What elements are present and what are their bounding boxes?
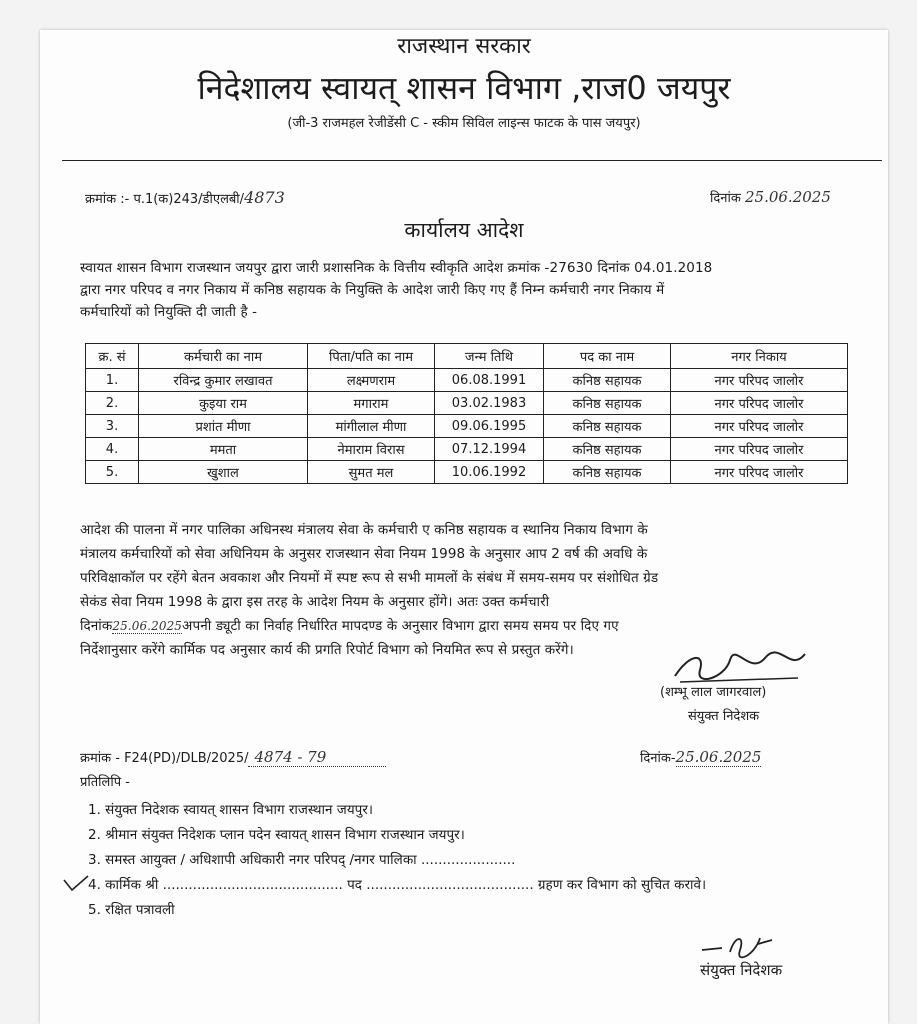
copy-date-label: दिनांक- — [640, 751, 676, 766]
cell-father-name: लक्ष्मणराम — [308, 369, 435, 392]
initials-mark — [700, 930, 780, 964]
cell-serial: 2. — [86, 392, 139, 415]
signatory-designation: संयुक्त निदेशक — [688, 709, 760, 724]
signatory-name: (शम्भू लाल जागरवाल) — [660, 685, 767, 700]
table-row — [86, 392, 848, 415]
cell-father-name: मांगीलाल मीणा — [308, 415, 435, 438]
copy-reference-number: 4874 - 79 — [248, 748, 386, 767]
intro-line-3: कर्मचारियों को नियुक्ति दी जाती है - — [80, 304, 258, 320]
cell-post: कनिष्ठ सहायक — [544, 392, 671, 415]
header-divider — [62, 160, 882, 161]
cell-dob: 03.02.1983 — [435, 392, 544, 415]
copy-item-5: 5. रक्षित पत्रावली — [88, 902, 175, 918]
copy-date — [640, 748, 761, 767]
body-line-3: परिविक्षाकॉल पर रहेंगे बेतन अवकाश और नियमों में स्पष्ट रूप से सभी मामलों के संबंध में समय-समय पर संशोधित ग्रेड — [80, 570, 659, 586]
col-employee-name: कर्मचारी का नाम — [139, 344, 308, 369]
copy-item-3: 3. समस्त आयुक्त / अधिशापी अधिकारी नगर परिपद् /नगर पालिका ...................... — [88, 852, 516, 868]
body-line-1: आदेश की पालना में नगर पालिका अधिनस्थ मंत्रालय सेवा के कर्मचारी ए कनिष्ठ सहायक व स्थानिय निकाय विभाग के — [80, 522, 648, 538]
document-page — [40, 30, 888, 1024]
table-row — [86, 461, 848, 484]
copy-item-1: 1. संयुक्त निदेशक स्वायत् शासन विभाग राजस्थान जयपुर। — [88, 802, 373, 818]
employee-table — [85, 343, 848, 484]
col-dob: जन्म तिथि — [435, 344, 544, 369]
cell-dob: 06.08.1991 — [435, 369, 544, 392]
header-directorate: निदेशालय स्वायत् शासन विभाग ,राज0 जयपुर — [197, 69, 731, 107]
intro-line-1: स्वायत शासन विभाग राजस्थान जयपुर द्वारा जारी प्रशासनिक के वित्तीय स्वीकृति आदेश क्रमांक -27630 दिनांक 04.01.2018 — [80, 260, 713, 276]
cell-post: कनिष्ठ सहायक — [544, 415, 671, 438]
cell-serial: 1. — [86, 369, 139, 392]
cell-father-name: सुमत मल — [308, 461, 435, 484]
order-title: कार्यालय आदेश — [404, 218, 524, 242]
date-label: दिनांक — [710, 191, 741, 206]
body-line-4: सेकंड सेवा नियम 1998 के द्वारा इस तरह के आदेश नियम के अनुसार होंगे। अतः उक्त कर्मचारी — [80, 594, 550, 610]
reference-label: क्रमांक :- प.1(क)243/डीएलबी/ — [85, 192, 245, 207]
cell-urban-body: नगर परिपद जालोर — [671, 438, 848, 461]
table-row — [86, 415, 848, 438]
cell-urban-body: नगर परिपद जालोर — [671, 392, 848, 415]
cell-serial: 4. — [86, 438, 139, 461]
cell-post: कनिष्ठ सहायक — [544, 461, 671, 484]
cell-urban-body: नगर परिपद जालोर — [671, 461, 848, 484]
cell-father-name: मगाराम — [308, 392, 435, 415]
col-father-name: पिता/पति का नाम — [308, 344, 435, 369]
table-row — [86, 369, 848, 392]
copy-designation: संयुक्त निदेशक — [700, 961, 783, 979]
cell-serial: 3. — [86, 415, 139, 438]
cell-employee-name: प्रशांत मीणा — [139, 415, 308, 438]
intro-line-2: द्वारा नगर परिपद व नगर निकाय में कनिष्ठ सहायक के नियुक्ति के आदेश जारी किए गए हैं निम्न कर्मचारी नगर निकाय में — [80, 282, 665, 298]
copy-heading: प्रतिलिपि - — [80, 775, 130, 790]
body-line-2: मंत्रालय कर्मचारियों को सेवा अधिनियम के अनुसर राजस्थान सेवा नियम 1998 के अनुसार आप 2 वर्ष की अवधि के — [80, 546, 648, 562]
col-post: पद का नाम — [544, 344, 671, 369]
tick-mark-icon — [62, 872, 90, 898]
col-serial: क्र. सं — [86, 344, 139, 369]
cell-employee-name: खुशाल — [139, 461, 308, 484]
table-header-row — [86, 344, 848, 369]
col-urban-body: नगर निकाय — [671, 344, 848, 369]
cell-serial: 5. — [86, 461, 139, 484]
copy-reference — [80, 748, 386, 767]
copy-item-2: 2. श्रीमान संयुक्त निदेशक प्लान पदेन स्वायत् शासन विभाग राजस्थान जयपुर। — [88, 827, 465, 843]
cell-urban-body: नगर परिपद जालोर — [671, 369, 848, 392]
cell-post: कनिष्ठ सहायक — [544, 369, 671, 392]
header-address: (जी-3 राजमहल रेजीडेंसी C - स्कीम सिविल लाइन्स फाटक के पास जयपुर) — [287, 116, 641, 131]
table-row — [86, 438, 848, 461]
date-value: 25.06.2025 — [744, 188, 831, 206]
cell-employee-name: ममता — [139, 438, 308, 461]
body-line-5-text: अपनी ड्यूटी का निर्वाह निर्धारित मापदण्ड के अनुसार विभाग द्वारा समय समय पर दिए गए — [182, 618, 619, 634]
cell-post: कनिष्ठ सहायक — [544, 438, 671, 461]
reference-number: 4873 — [244, 188, 285, 207]
cell-dob: 09.06.1995 — [435, 415, 544, 438]
cell-dob: 07.12.1994 — [435, 438, 544, 461]
body-date-prefix: दिनांक — [80, 618, 113, 634]
order-reference — [85, 188, 285, 207]
cell-employee-name: रविन्द्र कुमार लखावत — [139, 369, 308, 392]
order-date — [710, 188, 831, 206]
body-date-value: 25.06.2025 — [112, 619, 183, 633]
cell-urban-body: नगर परिपद जालोर — [671, 415, 848, 438]
cell-father-name: नेमाराम विरास — [308, 438, 435, 461]
copy-date-value: 25.06.2025 — [675, 748, 762, 766]
header-government: राजस्थान सरकार — [397, 34, 531, 59]
cell-employee-name: कुइया राम — [139, 392, 308, 415]
body-line-6: निर्देशानुसार करेंगे कार्मिक पद अनुसार कार्य की प्रगति रिपोर्ट विभाग को नियमित रूप से प्रस्तुत करेंगे। — [80, 642, 574, 658]
cell-dob: 10.06.1992 — [435, 461, 544, 484]
copy-reference-label: क्रमांक - F24(PD)/DLB/2025/ — [80, 751, 249, 766]
body-line-5 — [80, 616, 619, 634]
copy-item-4: 4. कार्मिक श्री .......................................... पद ....................................... ग्रहण कर विभाग को सुचित करावे। — [88, 877, 707, 893]
